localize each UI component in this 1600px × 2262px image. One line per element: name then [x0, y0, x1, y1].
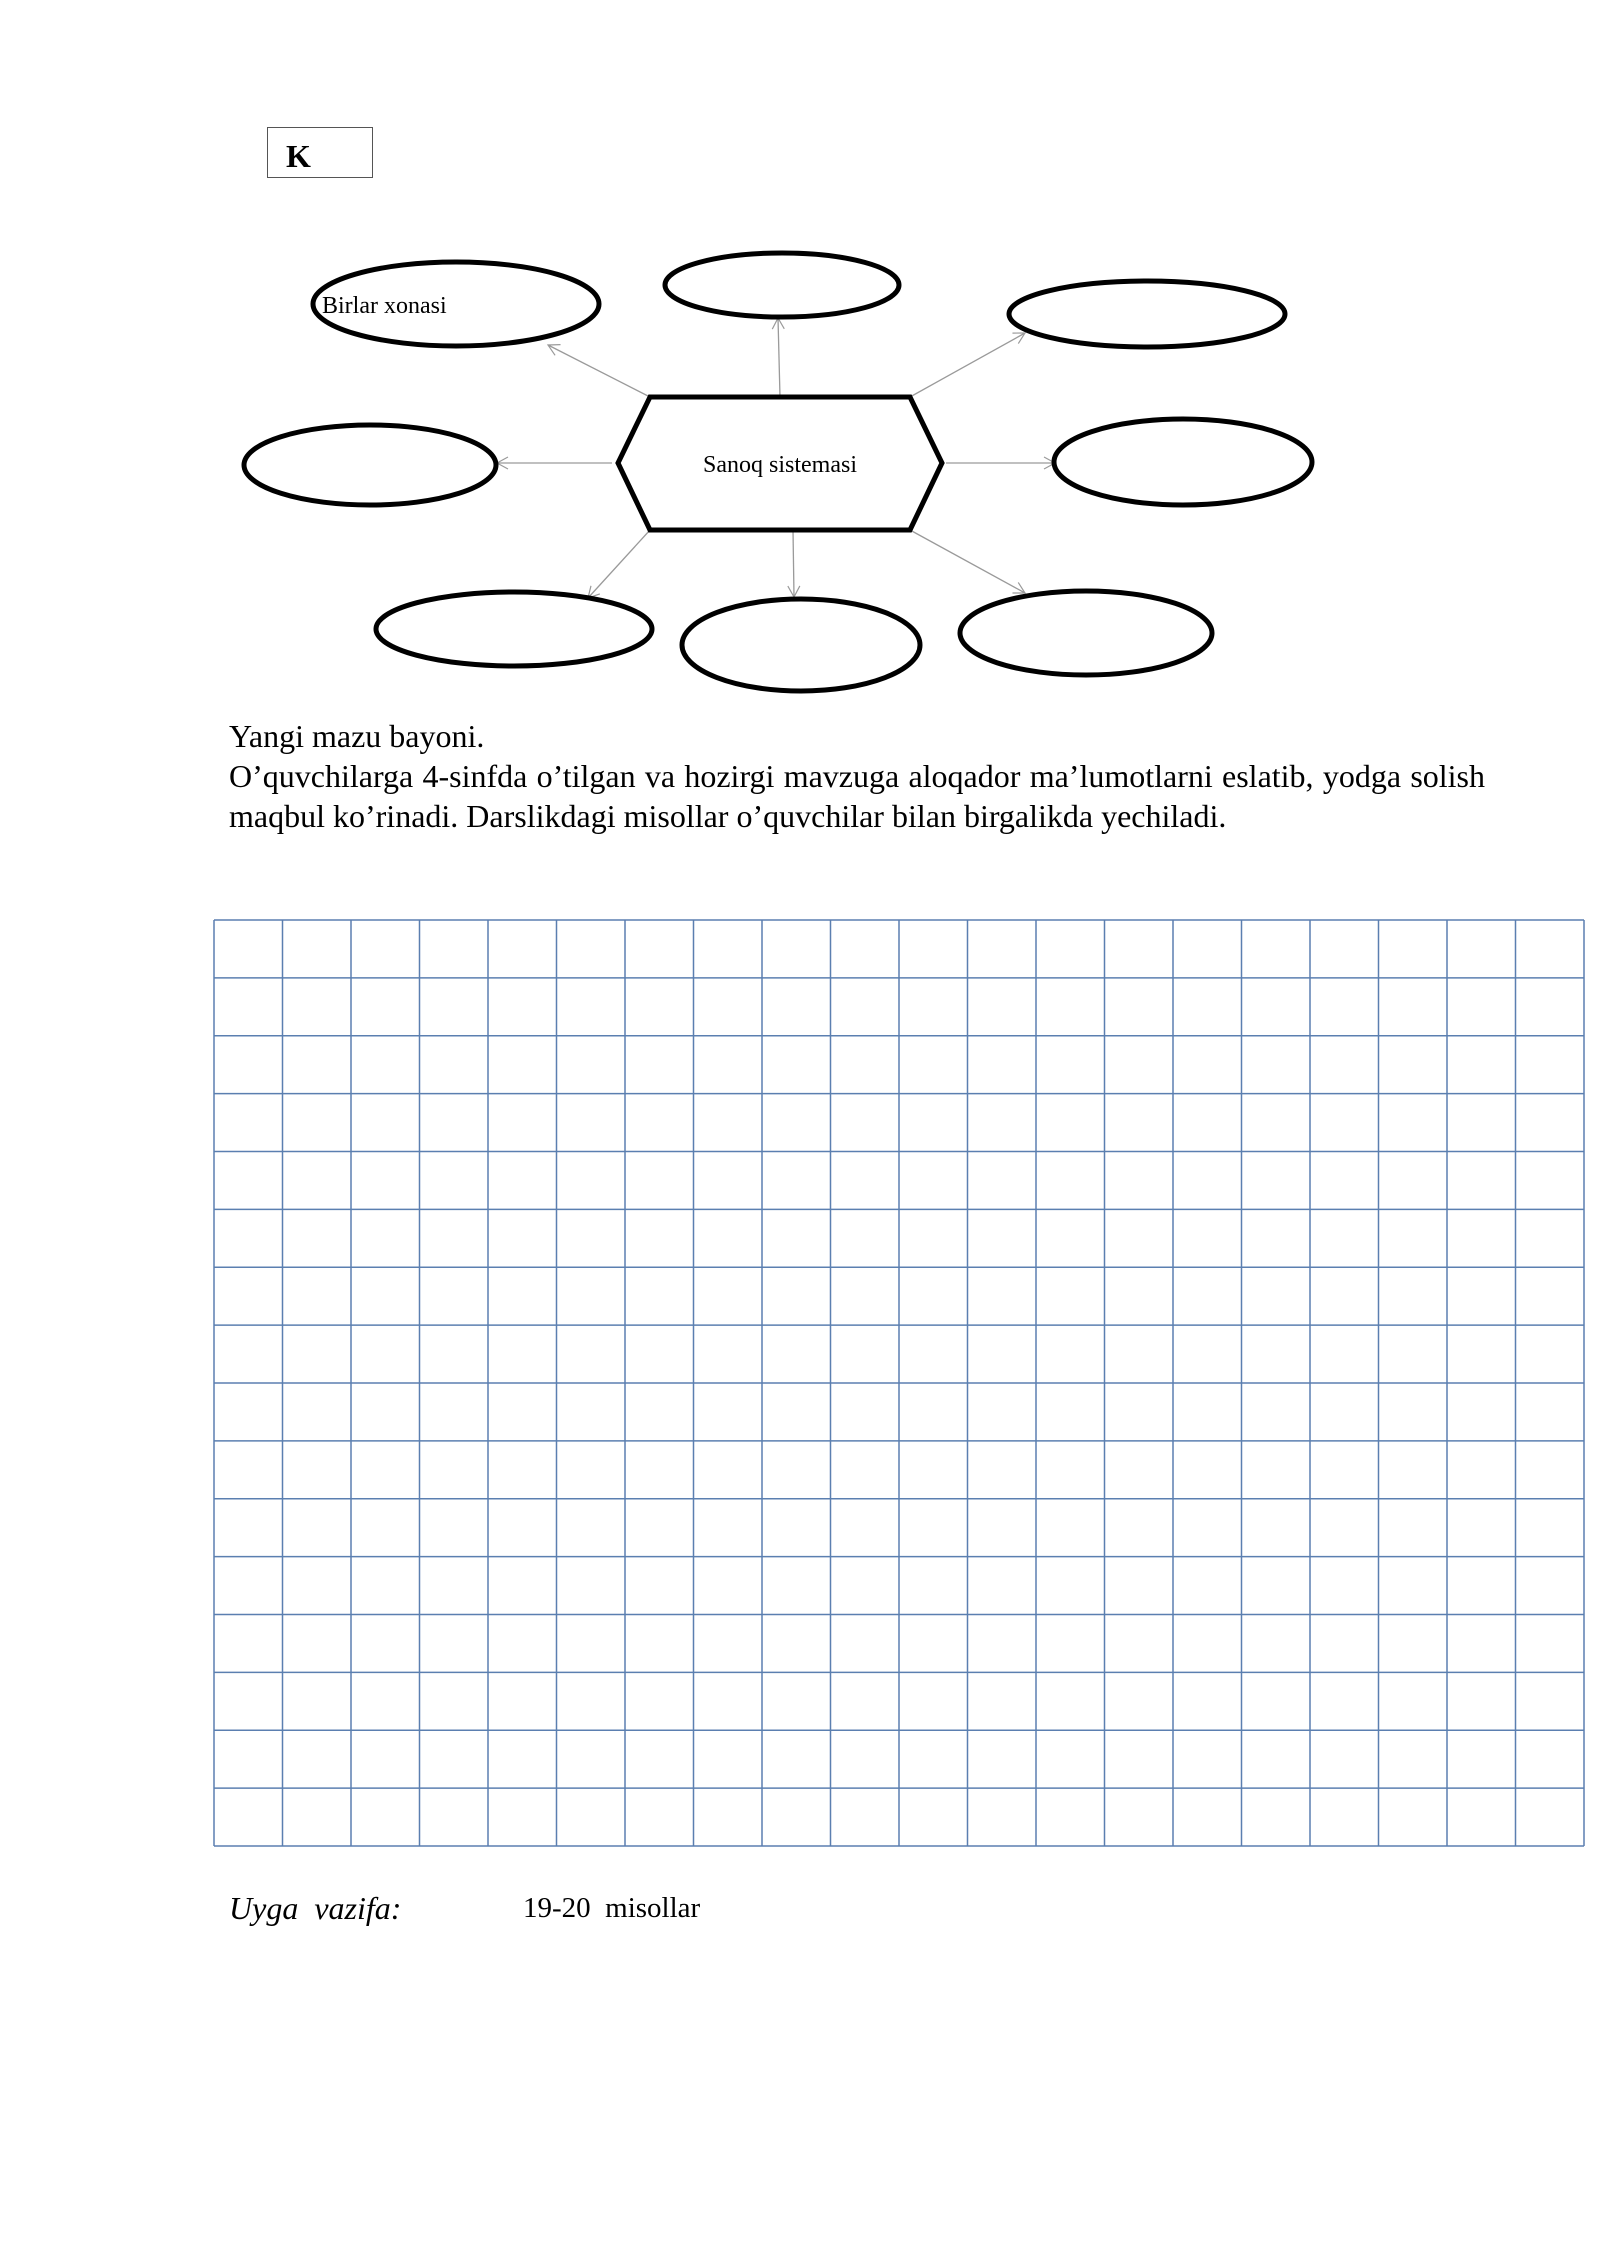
center-label: Sanoq sistemasi — [703, 452, 857, 478]
arrow-to-node-7 — [793, 530, 794, 597]
cluster-node-7 — [682, 599, 920, 691]
arrow-to-node-6 — [588, 530, 650, 598]
corner-label: K — [286, 138, 311, 174]
cluster-node-labels — [322, 293, 447, 319]
cluster-diagram — [0, 0, 1600, 700]
cluster-node-5 — [1054, 419, 1312, 505]
cluster-node-4 — [244, 425, 496, 505]
lesson-text — [229, 716, 1485, 836]
arrow-to-node-8 — [910, 530, 1025, 593]
homework-value: 19-20 misollar — [523, 1892, 701, 1924]
lesson-paragraph: O’quvchilarga 4-sinfda o’tilgan va hozirgi mavzuga aloqador ma’lumotlarni eslatib, yodga solish maqbul ko’rinadi. Darslikdagi misollar o’quvchilar bilan birgalikda yechiladi. — [229, 758, 1485, 834]
arrow-to-node-2 — [778, 318, 780, 397]
cluster-node-8 — [960, 591, 1212, 675]
graph-paper-grid — [213, 919, 1585, 1847]
homework-label: Uyga vazifa: — [229, 1890, 402, 1926]
cluster-node-3 — [1009, 281, 1285, 347]
arrow-to-node-1 — [548, 345, 650, 397]
cluster-node-6 — [376, 592, 652, 666]
cluster-node-1-label: Birlar xonasi — [322, 293, 447, 319]
cluster-node-2 — [665, 253, 899, 317]
arrow-to-node-3 — [910, 333, 1025, 397]
section-heading: Yangi mazu bayoni. — [229, 718, 485, 754]
